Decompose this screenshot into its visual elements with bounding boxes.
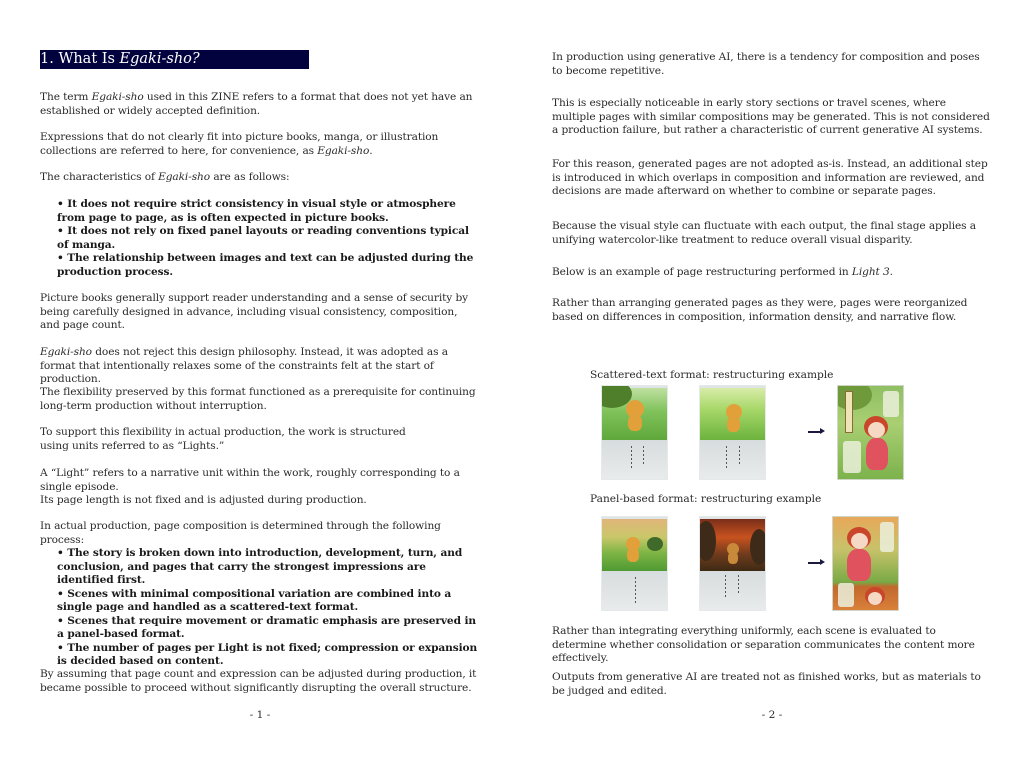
paragraph-flexibility: The flexibility preserved by this format functioned as a prerequisite for continuing long-term production without interruption.: [40, 386, 476, 412]
paragraph-definition: The term Egaki-sho used in this ZINE refers to a format that does not yet have an established or widely accepted definition.: [40, 91, 473, 117]
original-page-image-3: [601, 516, 668, 611]
restructured-page-image-1: [837, 385, 904, 480]
list-item: • Scenes with minimal compositional variation are combined into a single page and handled as a scattered-text format.: [57, 587, 452, 613]
paragraph-reorganized: Rather than arranging generated pages as they were, pages were reorganized based on differences in composition, information density, and narrative flow.: [552, 297, 968, 323]
heading-text: 1. What Is: [40, 51, 120, 67]
page-number: - 1 -: [249, 709, 271, 721]
paragraph-watercolor: Because the visual style can fluctuate with each output, the final stage applies a unifying watercolor-like treatment to reduce overall visual disparity.: [552, 220, 976, 246]
figure-caption-scattered: Scattered-text format: restructuring example: [590, 369, 834, 381]
figure-caption-panel: Panel-based format: restructuring example: [590, 493, 822, 505]
paragraph-process-intro: In actual production, page composition is determined through the following process:: [40, 520, 441, 546]
page-number: - 2 -: [761, 709, 783, 721]
paragraph-example-intro: Below is an example of page restructuring performed in Light 3.: [552, 266, 893, 278]
list-item: • It does not rely on fixed panel layouts or reading conventions typical of manga.: [57, 225, 469, 251]
page-2: [552, 0, 992, 768]
paragraph-evaluation: Rather than integrating everything uniformly, each scene is evaluated to determine whether consolidation or separation communicates the content more effectively.: [552, 625, 975, 664]
paragraph-conclusion: By assuming that page count and expression can be adjusted during production, it became possible to proceed without significantly disrupting the overall structure.: [40, 668, 477, 694]
list-item: • Scenes that require movement or dramatic emphasis are preserved in a panel-based format.: [57, 614, 476, 640]
original-page-image-1: [601, 385, 668, 480]
paragraph-lights-structure: To support this flexibility in actual production, the work is structured using units referred to as “Lights.”: [40, 426, 406, 452]
paragraph-early-sections: This is especially noticeable in early story sections or travel scenes, where multiple pages with similar compositions may be generated. This is not considered a production failure, but rather a characteristic of current generative AI systems.: [552, 97, 990, 136]
arrow-right-icon: [808, 562, 822, 564]
heading-emphasis: Egaki-sho?: [119, 51, 200, 67]
original-page-image-2: [699, 385, 766, 480]
paragraph-repetition: In production using generative AI, there is a tendency for composition and poses to become repetitive.: [552, 51, 980, 77]
process-list: [57, 547, 481, 669]
paragraph-expressions: Expressions that do not clearly fit into picture books, manga, or illustration collections are referred to here, for convenience, as Egaki-sho.: [40, 131, 439, 157]
paragraph-picture-books: Picture books generally support reader understanding and a sense of security by being carefully designed in advance, including visual consistency, composition, and page count.: [40, 292, 469, 331]
paragraph-materials: Outputs from generative AI are treated not as finished works, but as materials to be judged and edited.: [552, 671, 981, 697]
paragraph-characteristics-intro: The characteristics of Egaki-sho are as follows:: [40, 171, 290, 183]
arrow-right-icon: [808, 431, 822, 433]
list-item: • The number of pages per Light is not fixed; compression or expansion is decided based on content.: [57, 641, 478, 667]
list-item: • The relationship between images and text can be adjusted during the production process.: [57, 252, 474, 278]
restructured-page-image-2: [832, 516, 899, 611]
page-1: [40, 0, 480, 768]
list-item: • The story is broken down into introduction, development, turn, and conclusion, and pages that carry the strongest impressions are identified first.: [57, 547, 463, 586]
paragraph-light-definition: A “Light” refers to a narrative unit within the work, roughly corresponding to a single episode. Its page length is not fixed and is adjusted during production.: [40, 467, 460, 506]
section-heading: [40, 50, 309, 69]
paragraph-review-step: For this reason, generated pages are not adopted as-is. Instead, an additional step is introduced in which overlaps in composition and information are reviewed, and decisions are made afterward on whether to combine or separate pages.: [552, 158, 988, 197]
list-item: • It does not require strict consistency in visual style or atmosphere from page to page, as is often expected in picture books.: [57, 198, 456, 224]
original-page-image-4: [699, 516, 766, 611]
characteristics-list: [57, 198, 481, 279]
paragraph-design-philosophy: Egaki-sho does not reject this design philosophy. Instead, it was adopted as a format that intentionally relaxes some of the constraints felt at the start of production.: [40, 346, 448, 385]
